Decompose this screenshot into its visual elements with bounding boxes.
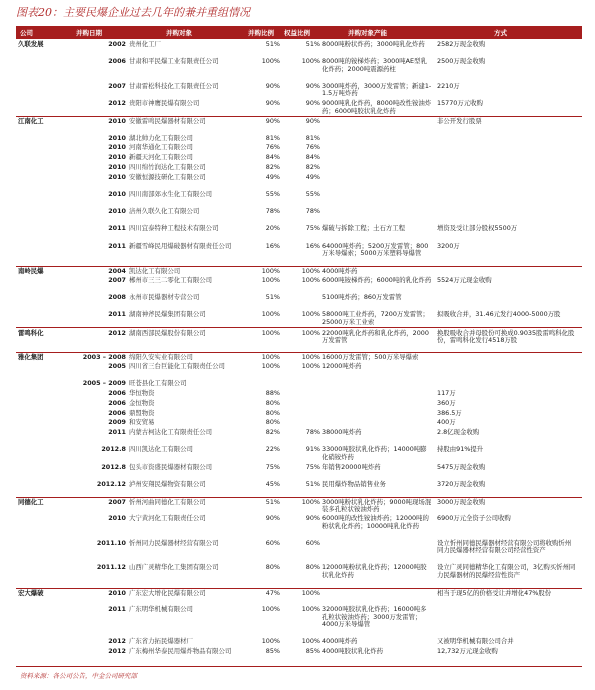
cell-target: 包头市资盛民爆器材有限公司: [129, 462, 213, 471]
cell-share: 82%: [265, 162, 280, 171]
cell-capacity: 4000吨炸药: [322, 637, 358, 646]
cell-date: 2011.10: [96, 538, 126, 547]
cell-method: 400万: [437, 418, 456, 427]
cell-date: 2002: [108, 40, 126, 49]
cell-capacity: 12000吨炸药: [322, 361, 362, 370]
cell-share: 51%: [265, 497, 280, 506]
table-row: [16, 224, 582, 241]
cell-share: 100%: [261, 310, 280, 319]
cell-date: 2010: [108, 172, 126, 181]
table-row: [16, 207, 582, 224]
cell-capacity: 4000吨炸药: [322, 267, 358, 276]
cell-target: 四川南部郊水生化工有限公司: [129, 189, 213, 198]
cell-share: 100%: [261, 361, 280, 370]
cell-equity: 100%: [301, 605, 320, 614]
cell-method: 非公开发行股票: [437, 117, 482, 126]
cell-method: 5524万元现金收购: [437, 275, 492, 284]
table-row: [16, 293, 582, 310]
cell-date: 2010: [108, 162, 126, 171]
cell-capacity: 8000吨的铵梯炸药；3000吨AE型乳化炸药；2000吨震源药柱: [322, 57, 427, 73]
cell-share: 80%: [265, 408, 280, 417]
cell-target: 四川凯达化工有限公司: [129, 445, 193, 454]
cell-share: 100%: [261, 57, 280, 66]
cell-target: 金恒物资: [129, 398, 155, 407]
cell-equity: 100%: [301, 497, 320, 506]
cell-date: 2006: [108, 408, 126, 417]
cell-share: 78%: [265, 207, 280, 216]
cell-target: 河南华通化工有限公司: [129, 143, 193, 152]
cell-method: 2500万现金收购: [437, 57, 486, 66]
cell-method: 2210万: [437, 81, 460, 90]
cell-date: 2012.8: [101, 445, 126, 454]
cell-share: 16%: [265, 241, 280, 250]
cell-capacity: 年销售20000吨炸药: [322, 462, 381, 471]
cell-share: 76%: [265, 143, 280, 152]
cell-method: 117万: [437, 388, 456, 397]
header-equity: 权益比例: [284, 29, 310, 37]
cell-date: 2012: [108, 99, 126, 108]
cell-method: 5475万现金收购: [437, 462, 486, 471]
cell-equity: 75%: [305, 462, 320, 471]
table-footer: [16, 666, 582, 680]
cell-equity: 91%: [305, 445, 320, 454]
cell-share: 90%: [265, 81, 280, 90]
cell-target: 和安贸易: [129, 418, 155, 427]
cell-equity: 100%: [301, 637, 320, 646]
cell-date: 2012: [108, 646, 126, 655]
cell-target: 四川绵竹润达化工有限公司: [129, 162, 206, 171]
cell-date: 2007: [108, 497, 126, 506]
cell-share: 100%: [261, 637, 280, 646]
cell-target: 四川省三台巨能化工有限责任公司: [129, 361, 225, 370]
cell-capacity: 16000万发雷管；500万米导爆索: [322, 353, 419, 362]
table-row: [16, 153, 582, 163]
cell-target: 旺苍县化工有限公司: [129, 379, 187, 388]
cell-equity: 90%: [305, 514, 320, 523]
table-row: [16, 82, 582, 99]
cell-company: 雅化集团: [18, 353, 44, 362]
cell-target: 忻州同力民爆器材经营有限公司: [129, 538, 219, 547]
cell-share: 82%: [265, 428, 280, 437]
cell-date: 2008: [108, 293, 126, 302]
cell-target: 四川宜泰特种工程技术有限公司: [129, 224, 219, 233]
cell-capacity: 22000吨乳化炸药和乳化炸药，2000万发雷管: [322, 328, 429, 344]
cell-capacity: 5100吨炸药；860万发雷管: [322, 293, 402, 302]
cell-date: 2010: [108, 588, 126, 597]
cell-target: 广东省力拓民爆器材厂: [129, 637, 193, 646]
table-row: [16, 418, 582, 428]
table-row: [16, 462, 582, 479]
cell-equity: 90%: [305, 117, 320, 126]
cell-target: 山西广灵精华化工集团有限公司: [129, 563, 219, 572]
cell-capacity: 4000吨胶状乳化炸药: [322, 646, 383, 655]
cell-capacity: 爆破与拆除工程；土石方工程: [322, 224, 406, 233]
cell-equity: 90%: [305, 81, 320, 90]
cell-method: 2582万现金收购: [437, 40, 486, 49]
cell-target: 贵州化工厂: [129, 40, 161, 49]
cell-date: 2011: [108, 605, 126, 614]
cell-date: 2010: [108, 153, 126, 162]
table-row: [16, 190, 582, 207]
table-row: [16, 40, 582, 57]
cell-date: 2011.12: [96, 563, 126, 572]
table-row: [16, 588, 582, 606]
table-row: [16, 563, 582, 588]
cell-share: 47%: [265, 588, 280, 597]
cell-target: 绵阳久安实业有限公司: [129, 353, 193, 362]
cell-method: 增资及受让部分股权5500万: [437, 224, 518, 233]
table-row: [16, 362, 582, 379]
cell-target: 凯达化工有限公司: [129, 267, 181, 276]
cell-equity: 75%: [305, 224, 320, 233]
cell-date: 2012.8: [101, 462, 126, 471]
cell-method: 又被明华机械有限公司合并: [437, 637, 514, 646]
cell-date: 2003 – 2008: [82, 353, 126, 362]
cell-date: 2011: [108, 428, 126, 437]
cell-date: 2007: [108, 81, 126, 90]
cell-target: 广东宏大增化民爆有限公司: [129, 588, 206, 597]
cell-date: 2005: [108, 361, 126, 370]
cell-capacity: 12000吨粉状乳化炸药；12000吨胶状乳化炸药: [322, 563, 427, 579]
cell-equity: 49%: [305, 172, 320, 181]
cell-share: 60%: [265, 538, 280, 547]
cell-target: 忻州河曲同德化工有限公司: [129, 497, 206, 506]
cell-target: 广东明华机械有限公司: [129, 605, 193, 614]
cell-target: 广东梅州华泰民用爆炸物品有限公司: [129, 646, 232, 655]
cell-equity: 90%: [305, 99, 320, 108]
cell-equity: 78%: [305, 428, 320, 437]
table-row: [16, 163, 582, 173]
cell-equity: 100%: [301, 353, 320, 362]
cell-capacity: 6000吨铵梯炸药；6000吨的乳化炸药: [322, 275, 432, 284]
table-row: [16, 497, 582, 515]
cell-share: 84%: [265, 153, 280, 162]
cell-capacity: 32000吨胶状乳化炸药；16000吨多孔粒状铵油炸药；3000万发雷管；4000万米导爆管: [322, 605, 427, 628]
cell-share: 51%: [265, 40, 280, 49]
table-row: [16, 327, 582, 353]
table-row: [16, 379, 582, 389]
cell-date: 2004: [108, 267, 126, 276]
table-row: [16, 276, 582, 293]
header-company: 公司: [20, 29, 33, 37]
cell-target: 华恒物资: [129, 388, 155, 397]
table-row: [16, 133, 582, 143]
source-note: 资料来源：各公司公告，中金公司研究部: [20, 672, 137, 680]
cell-capacity: 58000吨工业炸药，7200万发雷管；25000万米工业索: [322, 310, 429, 326]
table-row: [16, 241, 582, 266]
cell-date: 2006: [108, 388, 126, 397]
cell-target: 湖南西部民爆股份有限公司: [129, 328, 206, 337]
cell-share: 80%: [265, 398, 280, 407]
cell-date: 2005 – 2009: [82, 379, 126, 388]
cell-date: 2010: [108, 133, 126, 142]
cell-date: 2010: [108, 514, 126, 523]
cell-share: 80%: [265, 418, 280, 427]
cell-target: 永州市民爆器材专营公司: [129, 293, 200, 302]
cell-method: 换股吸收合并母股份可换成0.9035股雷鸣科化股份，雷鸣科化发行4518万股: [437, 328, 575, 344]
cell-method: 3000万现金收购: [437, 497, 486, 506]
cell-equity: 100%: [301, 588, 320, 597]
cell-share: 85%: [265, 646, 280, 655]
cell-date: 2010: [108, 189, 126, 198]
cell-equity: 16%: [305, 241, 320, 250]
cell-target: 安徽恒源技研化工有限公司: [129, 172, 206, 181]
table-row: [16, 57, 582, 82]
table-row: [16, 173, 582, 190]
cell-equity: 76%: [305, 143, 320, 152]
cell-equity: 100%: [301, 328, 320, 337]
header-method: 方式: [494, 29, 507, 37]
cell-company: 南岭民爆: [18, 267, 44, 276]
cell-share: 100%: [261, 353, 280, 362]
cell-capacity: 8000吨粉状炸药；3000吨乳化炸药: [322, 40, 425, 49]
table-row: [16, 143, 582, 153]
mergers-table: [16, 26, 582, 678]
table-row: [16, 116, 582, 134]
table-row: [16, 514, 582, 539]
cell-method: 360万: [437, 398, 456, 407]
cell-share: 100%: [261, 267, 280, 276]
header-capacity: 并购对象产能: [348, 29, 387, 37]
cell-share: 75%: [265, 462, 280, 471]
cell-method: 3720万现金收购: [437, 479, 486, 488]
cell-target: 鼎盟物资: [129, 408, 155, 417]
cell-capacity: 33000吨胶状乳化炸药；14000吨膨化硝铵炸药: [322, 445, 427, 461]
table-row: [16, 637, 582, 647]
cell-capacity: 9000吨乳化炸药，8000吨改性铵油炸药；6000吨胶状乳化炸药: [322, 99, 432, 115]
cell-date: 2012: [108, 637, 126, 646]
cell-capacity: 3000吨粉状乳化炸药；9000吨现场混装多孔粒状铵油炸药: [322, 497, 432, 514]
table-row: [16, 99, 582, 116]
cell-equity: 85%: [305, 646, 320, 655]
cell-date: 2011: [108, 224, 126, 233]
cell-target: 湖北帅力化工有限公司: [129, 133, 193, 142]
cell-share: 100%: [261, 275, 280, 284]
table-row: [16, 647, 582, 664]
cell-target: 贵阳市神鹰民爆有限公司: [129, 99, 200, 108]
cell-method: 设立广灵同德精华化工有限公司，3亿购买忻州同力民爆器材的民爆经营性资产: [437, 563, 576, 579]
cell-equity: 100%: [301, 361, 320, 370]
cell-capacity: 64000吨炸药；5200万发雷管；800万米导爆索；5000万米塑料导爆管: [322, 241, 429, 257]
cell-company: 宏大爆破: [18, 588, 44, 597]
cell-capacity: 3000吨炸药，3000万发雷管；新建1-1.5万吨炸药: [322, 81, 432, 98]
table-row: [16, 389, 582, 399]
cell-company: 同德化工: [18, 497, 44, 506]
cell-method: 2.8亿现金收购: [437, 428, 480, 437]
cell-equity: 55%: [305, 189, 320, 198]
cell-equity: 60%: [305, 538, 320, 547]
cell-equity: 100%: [301, 57, 320, 66]
cell-share: 49%: [265, 172, 280, 181]
cell-method: 386.5万: [437, 408, 462, 417]
cell-equity: 84%: [305, 153, 320, 162]
cell-date: 2006: [108, 57, 126, 66]
cell-target: 新疆雪峰民用爆破器材有限责任公司: [129, 241, 232, 250]
cell-share: 80%: [265, 563, 280, 572]
cell-date: 2010: [108, 143, 126, 152]
cell-share: 22%: [265, 445, 280, 454]
table-row: [16, 408, 582, 418]
header-date: 并购日期: [76, 29, 102, 37]
cell-method: 6900万元全资子公司收购: [437, 514, 511, 523]
cell-target: 泸州安翔民爆物资有限公司: [129, 479, 206, 488]
cell-method: 15770万元收购: [437, 99, 483, 108]
cell-method: 12,732万元现金收购: [437, 646, 498, 655]
cell-date: 2011: [108, 310, 126, 319]
cell-target: 甘肃雷松科技化工有限责任公司: [129, 81, 219, 90]
cell-equity: 78%: [305, 207, 320, 216]
cell-date: 2012.12: [96, 479, 126, 488]
cell-share: 90%: [265, 117, 280, 126]
header-target: 并购对象: [166, 29, 192, 37]
cell-target: 涪州久联久化工有限公司: [129, 207, 200, 216]
cell-capacity: 38000吨炸药: [322, 428, 362, 437]
cell-equity: 100%: [301, 275, 320, 284]
header-share: 并购比例: [248, 29, 274, 37]
cell-target: 甘肃和平民爆工业有限责任公司: [129, 57, 219, 66]
cell-equity: 82%: [305, 162, 320, 171]
cell-equity: 81%: [305, 133, 320, 142]
table-row: [16, 310, 582, 327]
cell-date: 2010: [108, 207, 126, 216]
cell-share: 100%: [261, 605, 280, 614]
cell-date: 2007: [108, 275, 126, 284]
table-row: [16, 605, 582, 637]
cell-date: 2010: [108, 117, 126, 126]
table-row: [16, 445, 582, 462]
cell-equity: 80%: [305, 563, 320, 572]
cell-equity: 100%: [301, 267, 320, 276]
cell-share: 55%: [265, 189, 280, 198]
cell-date: 2006: [108, 398, 126, 407]
cell-share: 20%: [265, 224, 280, 233]
cell-date: 2012: [108, 328, 126, 337]
table-row: [16, 539, 582, 564]
cell-target: 安徽雷鸣民爆器材有限公司: [129, 117, 206, 126]
table-row: [16, 428, 582, 445]
cell-target: 郴州市三三二零化工有限公司: [129, 275, 213, 284]
cell-target: 新疆天河化工有限公司: [129, 153, 193, 162]
table-row: [16, 480, 582, 497]
cell-target: 内蒙古柯达化工有限责任公司: [129, 428, 213, 437]
cell-capacity: 6000吨的改性铵油炸药；12000吨的粉状乳化炸药；10000吨乳化炸药: [322, 514, 429, 530]
cell-company: 江南化工: [18, 117, 44, 126]
cell-method: 相当于现5亿的价格受让并增化47%股份: [437, 588, 552, 597]
cell-share: 90%: [265, 514, 280, 523]
table-body: [16, 39, 582, 678]
cell-date: 2009: [108, 418, 126, 427]
cell-share: 81%: [265, 133, 280, 142]
table-row: [16, 399, 582, 409]
cell-share: 88%: [265, 388, 280, 397]
cell-method: 3200万: [437, 241, 460, 250]
cell-target: 大宁黄河化工有限责任公司: [129, 514, 206, 523]
cell-target: 湖南神斧民爆集团有限公司: [129, 310, 206, 319]
figure-title: 图表20：主要民爆企业过去几年的兼并重组情况: [16, 6, 250, 19]
cell-company: 雷鸣科化: [18, 328, 44, 337]
cell-method: 拟吸收合并，31.46元发行4000-5000万股: [437, 310, 561, 319]
cell-date: 2011: [108, 241, 126, 250]
table-header: [16, 28, 582, 39]
cell-share: 45%: [265, 479, 280, 488]
cell-equity: 51%: [305, 40, 320, 49]
cell-share: 90%: [265, 99, 280, 108]
cell-company: 久联发展: [18, 40, 44, 49]
cell-equity: 51%: [305, 479, 320, 488]
cell-method: 持股由91%提升: [437, 445, 484, 454]
cell-share: 100%: [261, 328, 280, 337]
cell-capacity: 民用爆炸物品销售业务: [322, 479, 386, 488]
cell-share: 51%: [265, 293, 280, 302]
cell-equity: 100%: [301, 310, 320, 319]
cell-method: 设立忻州同德民爆器材经营有限公司将收购忻州同力民爆器材经营有限公司经营性资产: [437, 538, 572, 555]
